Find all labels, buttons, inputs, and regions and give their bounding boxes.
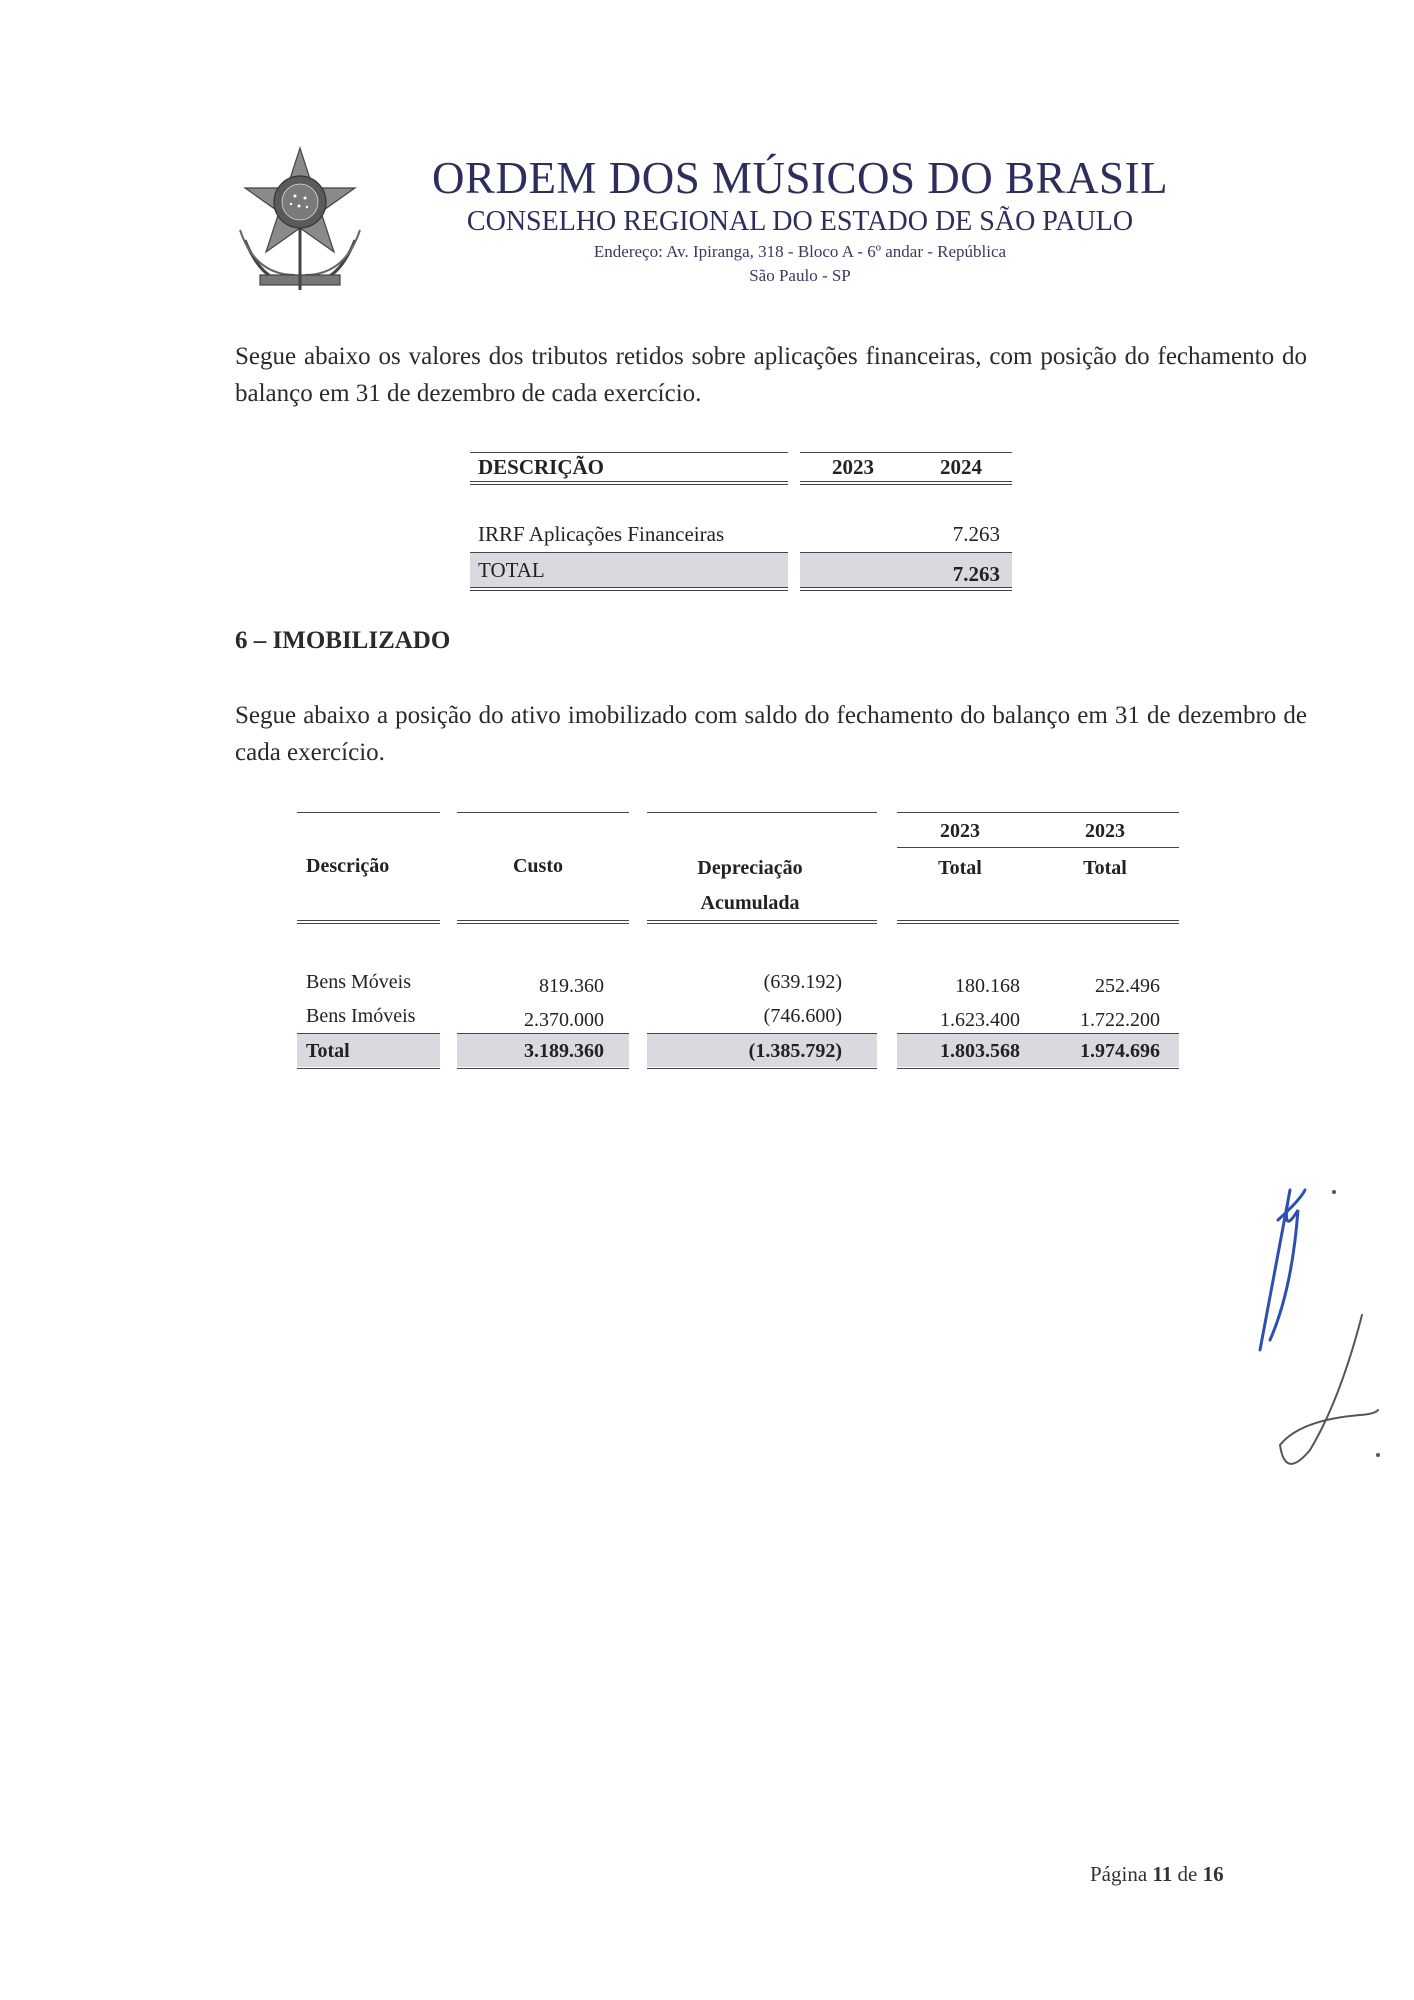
page-number-footer [1090,1862,1224,1887]
imob-row-total-a: 1.623.400 [940,1009,1020,1031]
imob-row-descricao: Bens Móveis [306,971,411,993]
imob-header-year-b: 2023 [1085,820,1125,842]
tributos-total-2024: 7.263 [952,562,1000,586]
imob-header-custo: Custo [512,855,563,877]
handwritten-signature [1210,1180,1390,1480]
imob-row-custo: 2.370.000 [524,1009,604,1031]
imob-header-year-a: 2023 [940,820,980,842]
page-number: 11 [1152,1862,1173,1886]
tributos-row-descricao: IRRF Aplicações Financeiras [478,522,725,546]
imob-header-descricao: Descrição [306,855,390,877]
imob-header-acumulada: Acumulada [700,892,800,914]
intro-paragraph: Segue abaixo os valores dos tributos retidos sobre aplicações financeiras, com posição do fechamento do balanço em 31 de dezembro de cada exercício. [235,343,1307,407]
organization-subtitle: CONSELHO REGIONAL DO ESTADO DE SÃO PAULO [466,206,1134,237]
section-heading: 6 – IMOBILIZADO [235,627,451,654]
imob-total-custo: 3.189.360 [524,1040,604,1062]
organization-address: Endereço: Av. Ipiranga, 318 - Bloco A - 6º andar - República [593,242,1007,261]
tributos-header-descricao: DESCRIÇÃO [478,455,605,479]
tributos-total-label: TOTAL [478,558,545,582]
imob-total-b: 1.974.696 [1080,1040,1160,1062]
imob-row-total-b: 252.496 [1095,975,1160,997]
imob-header-total-a: Total [938,857,982,879]
imob-row-total-b: 1.722.200 [1080,1009,1160,1031]
coat-of-arms-seal [225,140,375,300]
imob-header-depreciacao: Depreciação [697,857,803,879]
imob-header-total-b: Total [1083,857,1127,879]
imob-total-depreciacao: (1.385.792) [748,1040,842,1062]
section-paragraph: Segue abaixo a posição do ativo imobilizado com saldo do fechamento do balanço em 31 de dezembro de cada exercício. [235,702,1307,766]
organization-city: São Paulo - SP [749,266,851,285]
tributos-header-2023: 2023 [832,455,874,479]
page-total: 16 [1202,1862,1224,1886]
imob-total-a: 1.803.568 [940,1040,1020,1062]
page-label: Página [1090,1862,1148,1886]
of-label: de [1177,1862,1198,1886]
imob-row-custo: 819.360 [539,975,604,997]
tributos-header-2024: 2024 [940,455,982,479]
imob-row-depreciacao: (746.600) [763,1005,842,1027]
tributos-row-2024: 7.263 [952,522,1000,546]
organization-title: ORDEM DOS MÚSICOS DO BRASIL [431,153,1169,203]
imob-row-depreciacao: (639.192) [763,971,842,993]
imob-row-descricao: Bens Imóveis [306,1005,416,1027]
imob-row-total-a: 180.168 [955,975,1020,997]
imob-total-descricao: Total [306,1040,350,1062]
